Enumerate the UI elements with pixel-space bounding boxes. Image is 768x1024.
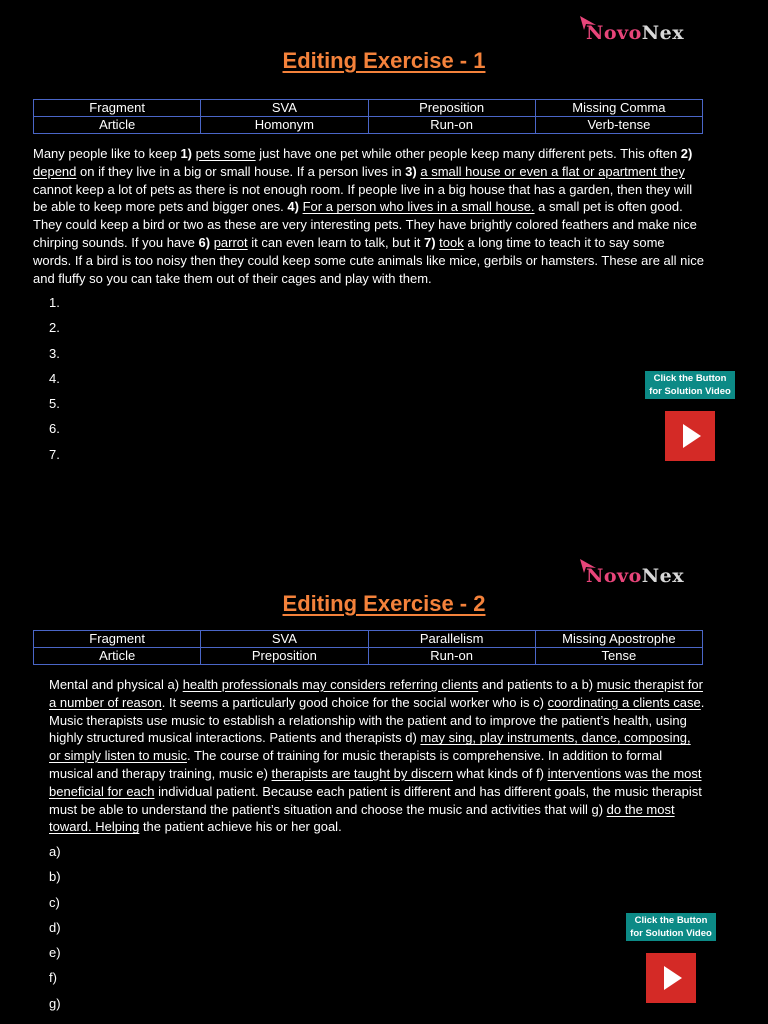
brand-wing-icon bbox=[580, 16, 596, 30]
table-cell: Parallelism bbox=[368, 631, 535, 648]
exercise2-passage bbox=[49, 676, 705, 836]
passage-text: a small pet is often good. They could keep a bird or two as these are very interesting pets. They have brightly colored feathers and make nice chirping sounds. If you have bbox=[33, 199, 697, 250]
table-cell: SVA bbox=[201, 631, 368, 648]
exercise1-title: Editing Exercise - 1 bbox=[282, 48, 486, 73]
table-row bbox=[34, 631, 703, 648]
passage-text: the patient achieve his or her goal. bbox=[139, 819, 342, 835]
answer-item: c) bbox=[49, 894, 60, 910]
answer-item: 2. bbox=[49, 320, 60, 336]
table-cell: Verb-tense bbox=[535, 117, 702, 134]
table-row bbox=[34, 100, 703, 117]
exercise2-error-types-table bbox=[33, 630, 703, 665]
brand-name-part2: Nex bbox=[641, 565, 685, 587]
brand-wing-icon bbox=[580, 559, 596, 573]
passage-text: and patients to a b) bbox=[478, 677, 597, 692]
underlined-error-phrase: do the most toward. Helping bbox=[49, 801, 675, 835]
answer-item: d) bbox=[49, 919, 61, 935]
solution-video-label: Click the Button for Solution Video bbox=[645, 371, 735, 399]
brand-logo bbox=[586, 22, 684, 44]
answer-item: 5. bbox=[49, 396, 60, 412]
underlined-error-phrase: a small house or even a flat or apartment they bbox=[420, 163, 685, 179]
table-cell: Preposition bbox=[368, 100, 535, 117]
play-video-button[interactable] bbox=[646, 953, 696, 1003]
table-cell: Preposition bbox=[201, 648, 368, 665]
underlined-error-phrase: pets some bbox=[195, 146, 256, 161]
brand-name-part1: Novo bbox=[586, 565, 642, 587]
passage-text: Many people like to keep bbox=[33, 146, 181, 161]
answer-item: 6. bbox=[49, 421, 60, 437]
passage-text: cannot keep a lot of pets as there is not enough room. If people live in a big house that has a garden, then they will be able to keep more pets and bigger ones. bbox=[33, 181, 693, 215]
question-number: 1) bbox=[180, 146, 192, 161]
answer-item: 7. bbox=[49, 446, 60, 462]
table-cell: Article bbox=[34, 648, 201, 665]
exercise1-solution-cta bbox=[645, 371, 735, 461]
play-icon bbox=[665, 411, 715, 461]
passage-text: a long time to teach it to say some words. If a bird is too noisy then they could keep some cute animals like mice, gerbils or hamsters. These are all nice and fluffy so you can take them out of their cages and play with them. bbox=[33, 234, 705, 286]
passage-text: what kinds of f) bbox=[452, 765, 548, 781]
answer-item: g) bbox=[49, 995, 61, 1011]
passage-text: . Music therapists use music to establish a relationship with the patient and to improve the patient’s health, using highly structured musical interactions. Patients and therapists d) bbox=[49, 694, 705, 746]
exercise1-passage bbox=[33, 145, 705, 287]
question-number: 6) bbox=[198, 234, 211, 250]
exercise1-error-types-table bbox=[33, 99, 703, 134]
underlined-error-phrase: For a person who lives in a small house. bbox=[302, 199, 535, 215]
underlined-error-phrase: music therapist for a number of reason bbox=[49, 677, 703, 710]
table-row bbox=[34, 117, 703, 134]
solution-video-label: Click the Button for Solution Video bbox=[626, 913, 716, 941]
underlined-error-phrase: depend bbox=[33, 163, 77, 179]
passage-text: . It seems a particularly good choice for the social worker who is c) bbox=[161, 694, 548, 710]
underlined-error-phrase: parrot bbox=[213, 234, 248, 250]
passage-text: it can even learn to talk, but it bbox=[247, 234, 424, 250]
answer-item: a) bbox=[49, 844, 61, 859]
underlined-error-phrase: may sing, play instruments, dance, composing, or simply listen to music bbox=[49, 730, 691, 764]
exercise1-answer-list bbox=[49, 294, 60, 471]
play-icon bbox=[646, 953, 696, 1003]
table-cell: Fragment bbox=[34, 100, 201, 117]
table-cell: Missing Comma bbox=[535, 100, 702, 117]
question-number: 2) bbox=[680, 146, 693, 161]
table-cell: Homonym bbox=[201, 117, 368, 134]
table-cell: Run-on bbox=[368, 648, 535, 665]
underlined-error-phrase: interventions was the most beneficial for each bbox=[49, 765, 702, 799]
passage-text: individual patient. Because each patient is different and has different goals, the music therapist must be able to understand the patient’s situation and choose the music and activities that will g) bbox=[49, 783, 702, 817]
brand-logo bbox=[586, 565, 684, 587]
brand-name-part2: Nex bbox=[641, 22, 685, 44]
play-video-button[interactable] bbox=[665, 411, 715, 461]
table-cell: Run-on bbox=[368, 117, 535, 134]
exercise2-title: Editing Exercise - 2 bbox=[282, 591, 486, 616]
underlined-error-phrase: health professionals may considers referring clients bbox=[182, 677, 479, 692]
table-cell: Tense bbox=[535, 648, 702, 665]
underlined-error-phrase: coordinating a clients case bbox=[547, 694, 701, 710]
answer-item: b) bbox=[49, 869, 61, 885]
underlined-error-phrase: therapists are taught by discern bbox=[271, 765, 453, 781]
passage-text: . The course of training for music therapists is comprehensive. In addition to formal musical and therapy training, music e) bbox=[49, 748, 663, 781]
table-cell: Fragment bbox=[34, 631, 201, 648]
table-cell: Missing Apostrophe bbox=[535, 631, 702, 648]
table-cell: SVA bbox=[201, 100, 368, 117]
brand-name-part1: Novo bbox=[586, 22, 642, 44]
passage-text: on if they live in a big or small house. If a person lives in bbox=[76, 163, 406, 179]
question-number: 4) bbox=[287, 199, 299, 215]
answer-item: 3. bbox=[49, 345, 60, 361]
question-number: 3) bbox=[405, 163, 417, 179]
passage-text: just have one pet while other people keep many different pets. This often bbox=[255, 146, 681, 161]
exercise2-answer-list bbox=[49, 843, 61, 1020]
answer-item: 1. bbox=[49, 295, 60, 310]
question-number: 7) bbox=[423, 234, 436, 250]
table-cell: Article bbox=[34, 117, 201, 134]
table-row bbox=[34, 648, 703, 665]
answer-item: e) bbox=[49, 945, 61, 961]
exercise2-solution-cta bbox=[626, 913, 716, 1003]
underlined-error-phrase: took bbox=[439, 234, 464, 250]
answer-item: 4. bbox=[49, 370, 60, 386]
answer-item: f) bbox=[49, 970, 57, 986]
passage-text: Mental and physical a) bbox=[49, 677, 183, 692]
